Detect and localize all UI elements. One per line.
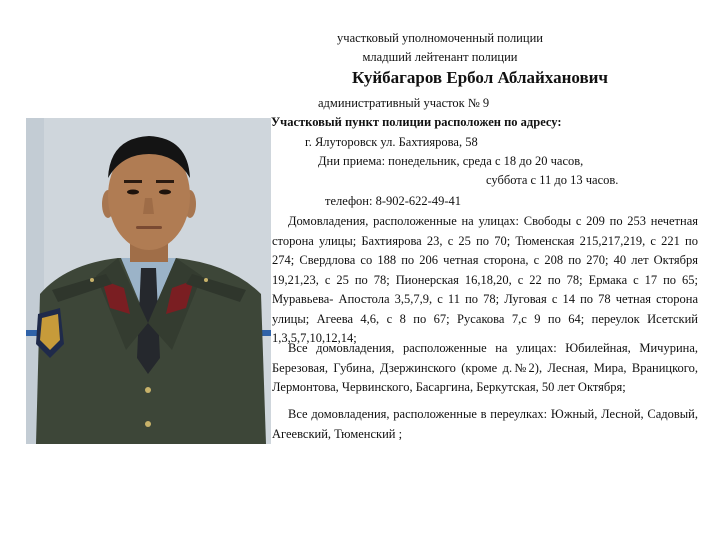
- district-label: административный участок № 9: [318, 96, 490, 110]
- paragraph-streets: Домовладения, расположенные на улицах: Свободы с 209 по 253 нечетная сторона улицы; Бахтиярова 23, с 25 по 70; Тюменская 215,217,219, с 221 по 274; Свердлова со 188 по 206 четная сторона, с 208 по 270; 40 лет Октября 19,21,23, с 25 по 78; Пионерская 16,18,20, с 22 по 78; Ермака с 17 по 65; Муравьева- Апостола 3,5,7,9, с 11 по 78; Луговая с 14 по 78 четная сторона улицы; Агеева 4,6, с 8 по 67; Русакова 7,с 9 по 64; переулок Исетский 1,3,5,7,10,12,14;: [272, 214, 698, 345]
- paragraph-lanes: Все домовладения, расположенные в переулках: Южный, Лесной, Садовый, Агеевский, Тюменский ;: [272, 407, 698, 441]
- phone-number: телефон: 8-902-622-49-41: [325, 194, 461, 208]
- officer-name: Куйбагаров Ербол Аблайханович: [351, 68, 609, 87]
- position-title: участковый уполномоченный полиции: [337, 31, 543, 45]
- paragraph-all-houses: Все домовладения, расположенные на улицах: Юбилейная, Мичурина, Березовая, Губина, Дзержинского (кроме д.№2), Лесная, Мира, Враницкого, Лермонтова, Червинского, Басаргина, Беркутская, 50 лет Октября;: [272, 341, 698, 394]
- office-address-heading: Участковый пункт полиции расположен по адресу:: [271, 115, 562, 129]
- rank-title: младший лейтенант полиции: [362, 50, 518, 64]
- reception-hours-saturday: суббота с 11 до 13 часов.: [486, 173, 619, 187]
- officer-photo: [26, 118, 271, 444]
- reception-hours-weekday: Дни приема: понедельник, среда с 18 до 20 часов,: [318, 154, 584, 168]
- officer-portrait-illustration: [26, 118, 271, 444]
- office-address: г. Ялуторовск ул. Бахтиярова, 58: [305, 135, 478, 149]
